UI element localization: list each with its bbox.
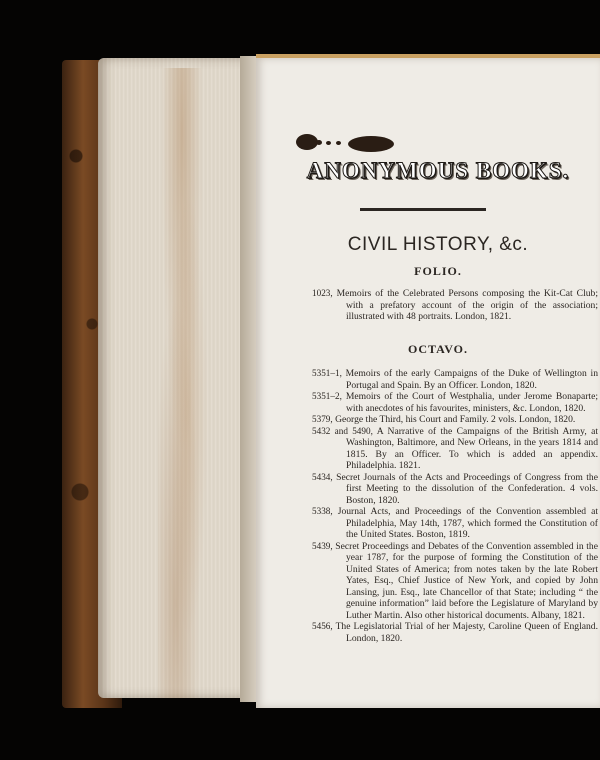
entry-number: 5351–2, [312,391,342,401]
foxing-stains [158,68,218,698]
entry-text: The Legislatorial Trial of her Majesty, Caroline Queen of England. London, 1820. [335,621,598,644]
entry [312,391,598,414]
entry-number: 5338, [312,506,333,516]
folio-entries [312,288,598,323]
subsection-title-folio: FOLIO. [414,264,462,278]
entry-text: Journal Acts, and Proceedings of the Convention assembled at Philadelphia, May 14th, 1787, which formed the Constitution of the United States. Boston, 1819. [337,506,598,540]
entry [312,506,598,541]
entry-number: 5351–1, [312,368,342,378]
entry-number: 5379, [312,414,333,424]
entry-number: 1023, [312,288,333,298]
entry-text: Secret Proceedings and Debates of the Convention assembled in the year 1787, for the purpose of forming the Constitution of the United States of America; from notes taken by the late Robert Yates, Esq., Chief Justice of New York, and copied by John Lansing, jun. Esq., late Chancellor of that State; including “ the genuine information” laid before the Legislature of Maryland by Luther Martin. Also other historical documents. Albany, 1821. [335,540,598,621]
entry [312,472,598,507]
heading-rule [360,208,486,211]
entry-text: Secret Journals of the Acts and Proceedings of Congress from the first Meeting to the dissolution of the Confederation. 4 vols. Boston, 1820. [336,471,598,506]
subsection-title-octavo: OCTAVO. [408,342,468,356]
entry-text: Memoirs of the early Campaigns of the Duke of Wellington in Portugal and Spain. By an Officer. London, 1820. [345,368,598,391]
section-title: CIVIL HISTORY, &c. [347,234,529,255]
entry-text: Memoirs of the Court of Westphalia, under Jerome Bonaparte; with anecdotes of his favourites, ministers, &c. London, 1820. [345,391,598,414]
entry [312,414,598,426]
open-book [62,52,600,712]
entry-number: 5439, [312,540,333,551]
book-page [256,54,600,708]
entry [312,288,598,323]
entry-number: 5432 and 5490, [312,425,373,436]
entry [312,541,598,622]
ink-blot [296,132,396,154]
entry [312,368,598,391]
entry-number: 5434, [312,471,333,482]
entry-text: George the Third, his Court and Family. 2 vols. London, 1820. [335,414,576,425]
entry-number: 5456, [312,621,333,631]
entry-text: A Narrative of the Campaigns of the British Army, at Washington, Baltimore, and New Orleans, in the years 1814 and 1815. By an Officer. To which is added an appendix. Philadelphia. 1821. [346,425,599,471]
page-heading: ANONYMOUS BOOKS. [306,158,570,183]
entry-text: Memoirs of the Celebrated Persons composing the Kit-Cat Club; with a prefatory account of the origin of the association; illustrated with 48 portraits. London, 1821. [336,288,598,322]
entry [312,621,598,644]
octavo-entries [312,368,598,644]
entry [312,426,598,472]
page-edges [98,58,248,698]
